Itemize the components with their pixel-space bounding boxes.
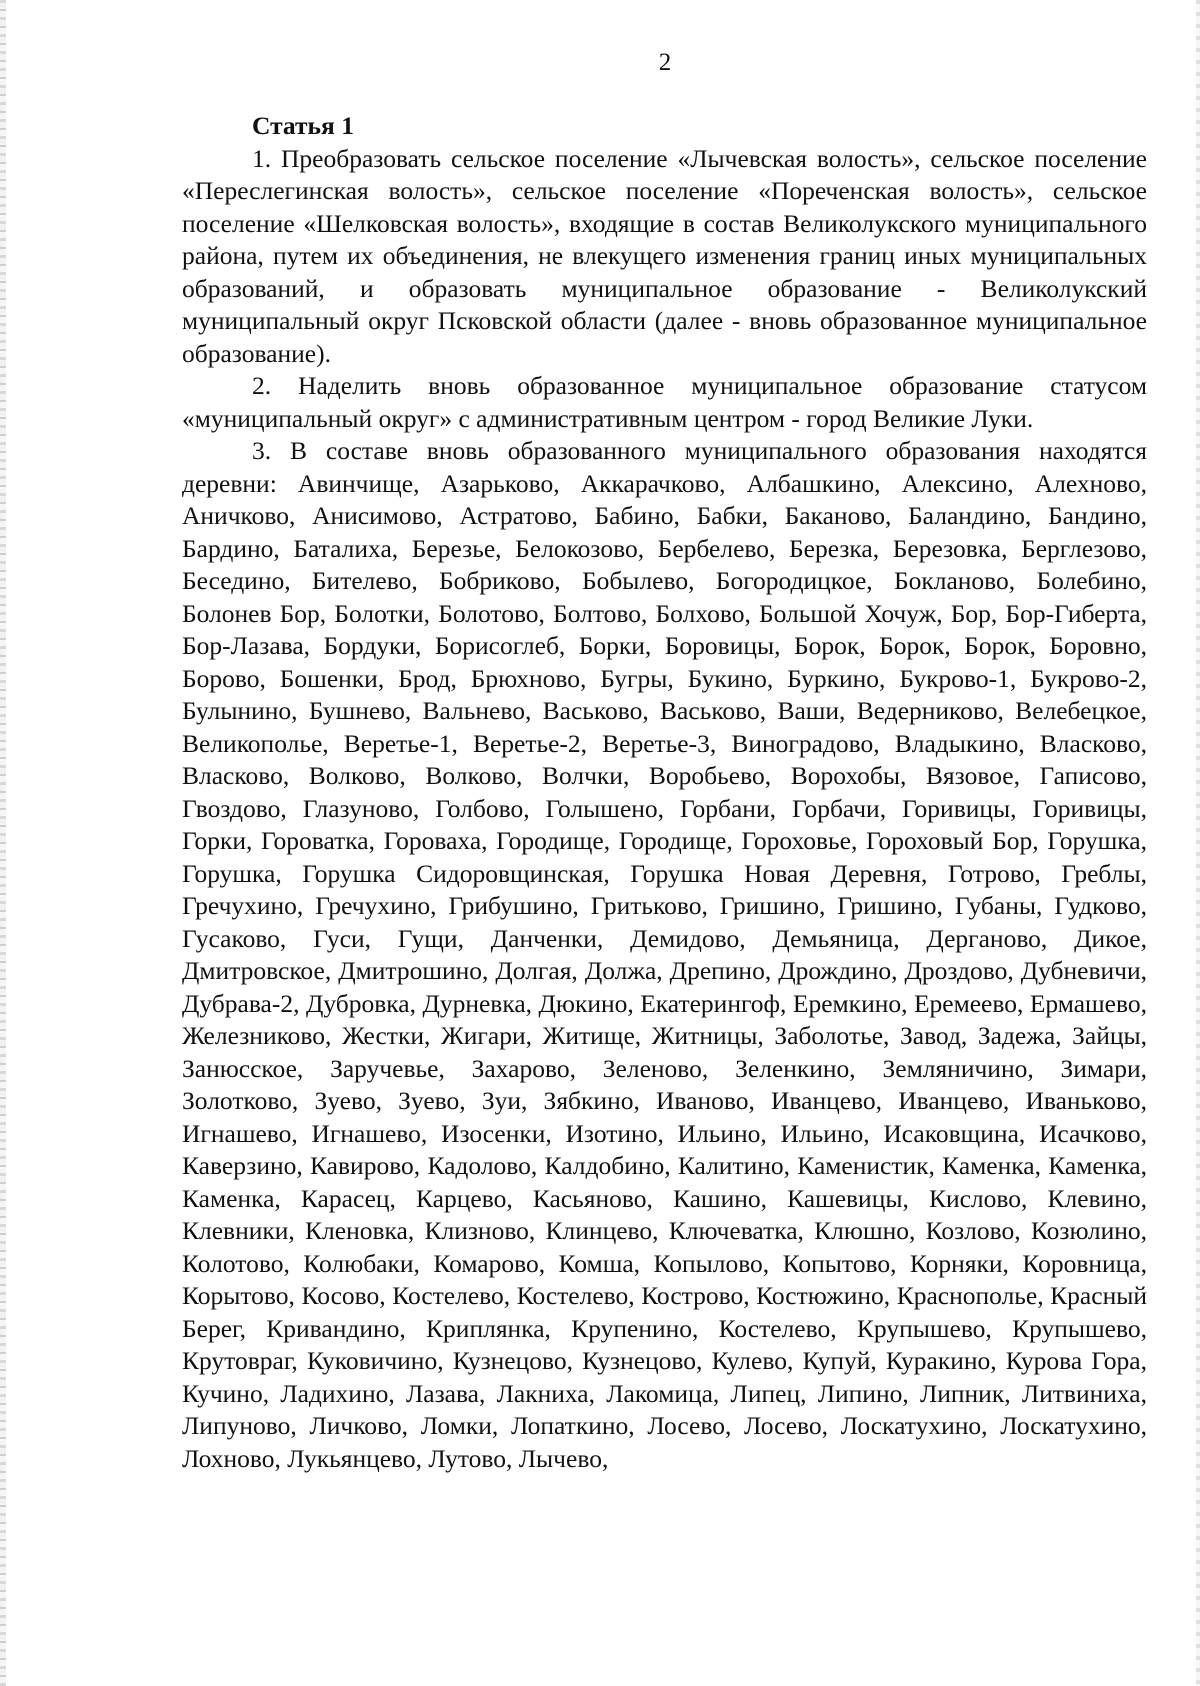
article-paragraph-2: 2. Наделить вновь образованное муниципальное образование статусом «муниципальный округ» с административным центром - город Великие Луки. <box>182 371 1147 433</box>
scan-edge-right <box>1196 0 1200 1686</box>
article-paragraph-3: 3. В составе вновь образованного муниципального образования находятся деревни: Авинчище, Азарьково, Аккарачково, Албашкино, Алексино, Алехново, Аничково, Анисимово, Астратово, Бабино, Бабки, Баканово, Баландино, Бандино, Бардино, Баталиха, Березье, Белокозово, Бербелево, Березка, Березовка, Берглезово, Беседино, Бителево, Бобриково, Бобылево, Богородицкое, Бокланово, Болебино, Болонев Бор, Болотки, Болотово, Болтово, Болхово, Большой Хочуж, Бор, Бор-Гиберта, Бор-Лазава, Бордуки, Борисоглеб, Борки, Боровицы, Борок, Борок, Борок, Боровно, Борово, Бошенки, Брод, Брюхново, Бугры, Букино, Буркино, Букрово-1, Букрово-2, Булынино, Бушнево, Вальнево, Васьково, Васьково, Ваши, Ведерниково, Велебецкое, Великополье, Веретье-1, Веретье-2, Веретье-3, Виноградово, Владыкино, Власково, Власково, Волково, Волково, Волчки, Воробьево, Ворохобы, Вязовое, Гаписово, Гвоздово, Глазуново, Голбово, Голышено, Горбани, Горбачи, Горивицы, Горивицы, Горки, Гороватка, Гороваха, Городище, Городище, Гороховье, Гороховый Бор, Горушка, Горушка, Горушка Сидоровщинская, Горушка Новая Деревня, Готрово, Греблы, Гречухино, Гречухино, Грибушино, Гритьково, Гришино, Гришино, Губаны, Гудково, Гусаково, Гуси, Гущи, Данченки, Демидово, Демьяница, Дерганово, Дикое, Дмитровское, Дмитрошино, Долгая, Должа, Дрепино, Дрождино, Дроздово, Дубневичи, Дубрава-2, Дубровка, Дурневка, Дюкино, Екатерингоф, Еремкино, Еремеево, Ермашево, Железниково, Жестки, Жигари, Житище, Житницы, Заболотье, Завод, Задежа, Зайцы, Занюсское, Заручевье, Захарово, Зеленово, Зеленкино, Земляничино, Зимари, Золотково, Зуево, Зуево, Зуи, Зябкино, Иваново, Иванцево, Иванцево, Иваньково, Игнашево, Игнашево, Изосенки, Изотино, Ильино, Ильино, Исаковщина, Исачково, Каверзино, Кавирово, Кадолово, Калдобино, Калитино, Каменистик, Каменка, Каменка, Каменка, Карасец, Карцево, Касьяново, Кашино, Кашевицы, Кислово, Клевино, Клевники, Кленовка, Клизново, Клинцево, Ключеватка, Клюшно, Козлово, Козюлино, Колотово, Колюбаки, Комарово, Комша, Копылово, Копытово, Корняки, Коровница, Корытово, Косово, Костелево, Костелево, Кострово, Костюжино, Краснополье, Красный Берег, Кривандино, Криплянка, Крупенино, Костелево, Крупышево, Крупышево, Крутовраг, Куковичино, Кузнецово, Кузнецово, Кулево, Купуй, Куракино, Курова Гора, Кучино, Ладихино, Лазава, Лакниха, Лакомица, Липец, Липино, Липник, Литвиниха, Липуново, Личково, Ломки, Лопаткино, Лосево, Лосево, Лоскатухино, Лоскатухино, Лохново, Лукьянцево, Лутово, Лычево, <box>182 436 1147 1473</box>
page-number: 2 <box>658 49 672 76</box>
document-body <box>182 110 1147 1475</box>
article-title: Статья 1 <box>252 111 354 140</box>
article-paragraph-1: 1. Преобразовать сельское поселение «Лычевская волость», сельское поселение «Переслегинская волость», сельское поселение «Пореченская волость», сельское поселение «Шелковская волость», входящие в состав Великолукского муниципального района, путем их объединения, не влекущего изменения границ иных муниципальных образований, и образовать муниципальное образование - Великолукский муниципальный округ Псковской области (далее - вновь образованное муниципальное образование). <box>182 143 1147 368</box>
scan-edge-left <box>0 0 6 1686</box>
